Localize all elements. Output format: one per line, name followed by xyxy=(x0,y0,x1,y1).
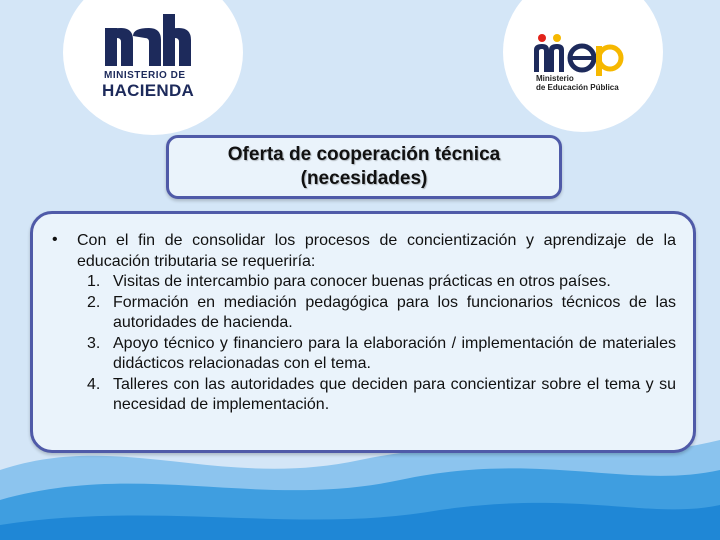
hacienda-logo-line1: MINISTERIO DE xyxy=(104,70,186,81)
mep-logo-line1: Ministerio xyxy=(536,74,574,83)
hacienda-logo-line2: HACIENDA xyxy=(102,81,195,100)
title-line2: (necesidades) xyxy=(300,168,428,189)
list-item xyxy=(77,375,676,416)
page-title xyxy=(228,143,500,191)
list-item-text: Talleres con las autoridades que deciden para concientizar sobre el tema y su necesidad de implementación. xyxy=(113,375,676,413)
list-item-number: 2. xyxy=(87,293,101,311)
mep-logo-mark xyxy=(530,32,640,76)
intro-paragraph: Con el fin de consolidar los procesos de concientización y aprendizaje de la educación tributaria se requeriría: xyxy=(77,232,676,270)
mep-logo-line2: de Educación Pública xyxy=(536,83,619,92)
list-item-number: 3. xyxy=(87,334,101,352)
list-item-number: 1. xyxy=(87,273,101,290)
list-item-number: 4. xyxy=(87,375,101,393)
title-line1: Oferta de cooperación técnica xyxy=(227,144,501,165)
list-item-text: Formación en mediación pedagógica para los funcionarios técnicos de las autoridades de hacienda. xyxy=(113,293,676,331)
mep-logo-text xyxy=(536,74,646,92)
bullet-marker: • xyxy=(52,231,58,248)
list-item-text: Apoyo técnico y financiero para la elaboración / implementación de materiales didácticos relacionadas con el tema. xyxy=(113,334,676,372)
list-item-text: Visitas de intercambio para conocer buenas prácticas en otros países. xyxy=(113,273,611,290)
list-item xyxy=(77,334,676,375)
title-box xyxy=(166,135,562,199)
list-item xyxy=(77,293,676,334)
list-item xyxy=(77,272,676,293)
hacienda-logo-mark xyxy=(105,14,201,70)
needs-list xyxy=(77,272,676,416)
